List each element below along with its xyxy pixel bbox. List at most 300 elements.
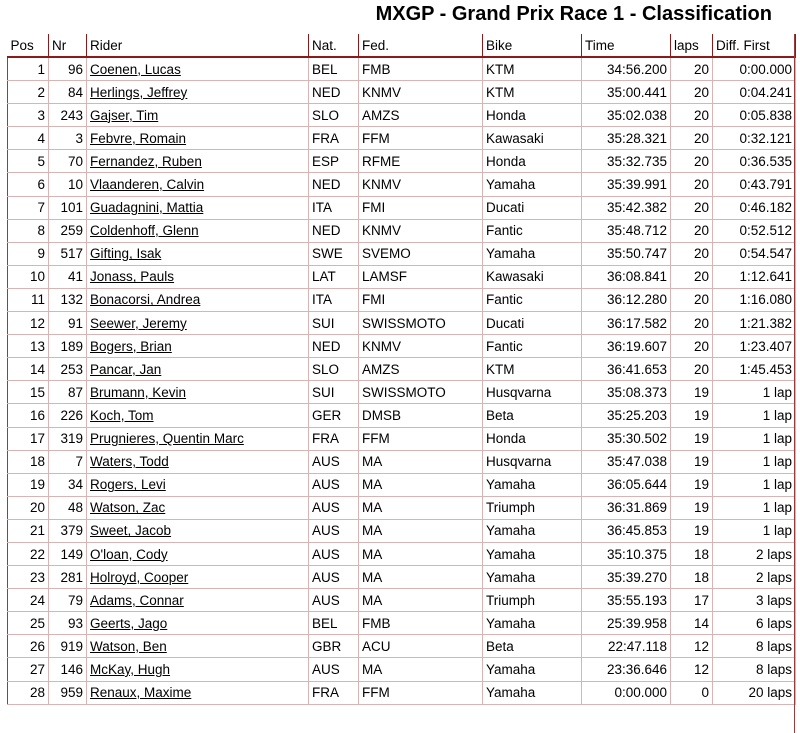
fed-cell: KNMV [359,335,483,358]
time-cell: 35:42.382 [582,196,671,219]
pos-cell: 21 [8,519,49,542]
nat-cell: ESP [309,150,359,173]
rider-cell [87,358,309,381]
bike-cell: Honda [483,150,582,173]
table-row [8,196,796,219]
laps-cell: 20 [671,173,713,196]
header-time: Time [582,34,671,57]
rider-cell [87,81,309,104]
nat-cell: GER [309,404,359,427]
nr-cell: 7 [49,450,87,473]
fed-cell: FMB [359,612,483,635]
nr-cell: 226 [49,404,87,427]
rider-cell [87,450,309,473]
nat-cell: SLO [309,104,359,127]
nr-cell: 93 [49,612,87,635]
rider-link[interactable]: Gifting, Isak [90,246,162,262]
laps-cell: 20 [671,288,713,311]
table-row [8,57,796,81]
header-nat: Nat. [309,34,359,57]
bike-cell: Triumph [483,496,582,519]
table-row [8,242,796,265]
laps-cell: 19 [671,381,713,404]
rider-link[interactable]: Geerts, Jago [90,615,168,631]
bike-cell: Yamaha [483,612,582,635]
rider-link[interactable]: Gajser, Tim [90,107,159,123]
table-row [8,450,796,473]
rider-cell [87,658,309,681]
table-row [8,219,796,242]
bike-cell: Honda [483,427,582,450]
rider-link[interactable]: Fernandez, Ruben [90,153,202,169]
nat-cell: AUS [309,496,359,519]
table-row [8,173,796,196]
bike-cell: Fantic [483,335,582,358]
laps-cell: 20 [671,127,713,150]
pos-cell: 26 [8,635,49,658]
table-row [8,335,796,358]
bike-cell: Ducati [483,196,582,219]
table-row [8,542,796,565]
header-pos: Pos [8,34,49,57]
nr-cell: 91 [49,312,87,335]
pos-cell: 24 [8,589,49,612]
table-row [8,566,796,589]
time-cell: 23:36.646 [582,658,671,681]
diff-cell: 20 laps [713,681,796,704]
time-cell: 35:00.441 [582,81,671,104]
page-title: MXGP - Grand Prix Race 1 - Classification [375,3,772,25]
laps-cell: 12 [671,635,713,658]
bike-cell: Yamaha [483,681,582,704]
laps-cell: 20 [671,312,713,335]
nat-cell: AUS [309,542,359,565]
fed-cell: MA [359,473,483,496]
rider-link[interactable]: Brumann, Kevin [90,384,187,400]
nat-cell: SWE [309,242,359,265]
nr-cell: 281 [49,566,87,589]
laps-cell: 20 [671,81,713,104]
classification-table [7,34,796,705]
diff-cell: 1:23.407 [713,335,796,358]
diff-cell: 0:52.512 [713,219,796,242]
pos-cell: 4 [8,127,49,150]
rider-cell [87,127,309,150]
fed-cell: MA [359,496,483,519]
rider-link[interactable]: Jonass, Pauls [90,269,175,285]
time-cell: 36:19.607 [582,335,671,358]
laps-cell: 18 [671,566,713,589]
fed-cell: MA [359,566,483,589]
nat-cell: AUS [309,566,359,589]
bike-cell: KTM [483,358,582,381]
pos-cell: 5 [8,150,49,173]
time-cell: 36:31.869 [582,496,671,519]
rider-cell [87,104,309,127]
laps-cell: 19 [671,519,713,542]
pos-cell: 16 [8,404,49,427]
rider-cell [87,381,309,404]
nr-cell: 41 [49,265,87,288]
rider-link[interactable]: Rogers, Levi [90,477,166,493]
table-row [8,150,796,173]
laps-cell: 19 [671,496,713,519]
pos-cell: 25 [8,612,49,635]
fed-cell: FFM [359,427,483,450]
header-rider: Rider [87,34,309,57]
diff-cell: 2 laps [713,566,796,589]
bike-cell: KTM [483,81,582,104]
fed-cell: KNMV [359,173,483,196]
diff-cell: 2 laps [713,542,796,565]
diff-cell: 0:36.535 [713,150,796,173]
time-cell: 25:39.958 [582,612,671,635]
rider-cell [87,519,309,542]
nr-cell: 919 [49,635,87,658]
fed-cell: MA [359,542,483,565]
nr-cell: 87 [49,381,87,404]
nat-cell: AUS [309,450,359,473]
time-cell: 35:30.502 [582,427,671,450]
laps-cell: 20 [671,196,713,219]
rider-link[interactable]: O'loan, Cody [90,546,168,562]
fed-cell: ACU [359,635,483,658]
nr-cell: 79 [49,589,87,612]
nr-cell: 34 [49,473,87,496]
nr-cell: 517 [49,242,87,265]
rider-cell [87,173,309,196]
table-row [8,104,796,127]
nat-cell: LAT [309,265,359,288]
table-row [8,681,796,704]
time-cell: 34:56.200 [582,57,671,81]
nr-cell: 10 [49,173,87,196]
nat-cell: AUS [309,589,359,612]
rider-link[interactable]: Vlaanderen, Calvin [90,177,205,193]
diff-cell: 0:46.182 [713,196,796,219]
laps-cell: 19 [671,473,713,496]
pos-cell: 27 [8,658,49,681]
fed-cell: FMI [359,196,483,219]
table-row [8,473,796,496]
nat-cell: NED [309,173,359,196]
table-row [8,265,796,288]
bike-cell: Beta [483,404,582,427]
fed-cell: FFM [359,127,483,150]
time-cell: 36:45.853 [582,519,671,542]
time-cell: 35:28.321 [582,127,671,150]
fed-cell: FFM [359,681,483,704]
rider-cell [87,288,309,311]
pos-cell: 20 [8,496,49,519]
rider-cell [87,312,309,335]
fed-cell: FMB [359,57,483,81]
nat-cell: GBR [309,635,359,658]
time-cell: 35:39.991 [582,173,671,196]
fed-cell: AMZS [359,104,483,127]
laps-cell: 0 [671,681,713,704]
laps-cell: 20 [671,150,713,173]
header-laps: laps [671,34,713,57]
nr-cell: 319 [49,427,87,450]
table-row [8,519,796,542]
nat-cell: BEL [309,57,359,81]
table-row [8,589,796,612]
pos-cell: 7 [8,196,49,219]
time-cell: 36:41.653 [582,358,671,381]
diff-cell: 1 lap [713,450,796,473]
time-cell: 35:47.038 [582,450,671,473]
diff-cell: 1 lap [713,496,796,519]
nr-cell: 48 [49,496,87,519]
rider-link[interactable]: Renaux, Maxime [90,685,192,701]
diff-cell: 1 lap [713,404,796,427]
pos-cell: 9 [8,242,49,265]
nat-cell: AUS [309,473,359,496]
pos-cell: 19 [8,473,49,496]
header-nr: Nr [49,34,87,57]
diff-cell: 1:45.453 [713,358,796,381]
diff-cell: 6 laps [713,612,796,635]
pos-cell: 1 [8,57,49,81]
table-right-edge [794,34,800,733]
fed-cell: MA [359,658,483,681]
laps-cell: 18 [671,542,713,565]
time-cell: 36:05.644 [582,473,671,496]
fed-cell: KNMV [359,219,483,242]
laps-cell: 20 [671,265,713,288]
nr-cell: 84 [49,81,87,104]
nat-cell: ITA [309,196,359,219]
rider-cell [87,542,309,565]
nr-cell: 132 [49,288,87,311]
rider-cell [87,404,309,427]
rider-cell [87,681,309,704]
rider-link[interactable]: Seewer, Jeremy [90,315,187,331]
diff-cell: 0:05.838 [713,104,796,127]
bike-cell: Yamaha [483,658,582,681]
time-cell: 22:47.118 [582,635,671,658]
pos-cell: 18 [8,450,49,473]
table-row [8,427,796,450]
laps-cell: 12 [671,658,713,681]
pos-cell: 22 [8,542,49,565]
laps-cell: 20 [671,242,713,265]
pos-cell: 11 [8,288,49,311]
rider-link[interactable]: Adams, Connar [90,592,184,608]
rider-link[interactable]: Holroyd, Cooper [90,569,189,585]
fed-cell: MA [359,450,483,473]
rider-link[interactable]: Watson, Ben [90,638,167,654]
time-cell: 35:02.038 [582,104,671,127]
nr-cell: 243 [49,104,87,127]
table-body [8,57,796,704]
rider-link[interactable]: Sweet, Jacob [90,523,172,539]
fed-cell: SWISSMOTO [359,312,483,335]
table-row [8,81,796,104]
pos-cell: 17 [8,427,49,450]
nat-cell: SUI [309,312,359,335]
time-cell: 36:08.841 [582,265,671,288]
laps-cell: 20 [671,104,713,127]
table-row [8,404,796,427]
rider-link[interactable]: McKay, Hugh [90,661,171,677]
pos-cell: 2 [8,81,49,104]
diff-cell: 8 laps [713,635,796,658]
pos-cell: 8 [8,219,49,242]
diff-cell: 1 lap [713,473,796,496]
laps-cell: 14 [671,612,713,635]
diff-cell: 1:21.382 [713,312,796,335]
rider-link[interactable]: Koch, Tom [90,407,154,423]
bike-cell: Husqvarna [483,381,582,404]
rider-cell [87,219,309,242]
pos-cell: 13 [8,335,49,358]
bike-cell: Fantic [483,219,582,242]
nr-cell: 146 [49,658,87,681]
pos-cell: 6 [8,173,49,196]
bike-cell: Yamaha [483,473,582,496]
nat-cell: NED [309,335,359,358]
bike-cell: Kawasaki [483,127,582,150]
pos-cell: 14 [8,358,49,381]
diff-cell: 1:12.641 [713,265,796,288]
diff-cell: 0:54.547 [713,242,796,265]
rider-link[interactable]: Herlings, Jeffrey [90,84,188,100]
table-row [8,127,796,150]
diff-cell: 0:00.000 [713,57,796,81]
rider-link[interactable]: Coldenhoff, Glenn [90,223,199,239]
pos-cell: 12 [8,312,49,335]
nr-cell: 101 [49,196,87,219]
nr-cell: 96 [49,57,87,81]
rider-cell [87,57,309,81]
rider-link[interactable]: Bogers, Brian [90,338,172,354]
time-cell: 36:17.582 [582,312,671,335]
diff-cell: 1 lap [713,427,796,450]
rider-cell [87,566,309,589]
nat-cell: FRA [309,681,359,704]
time-cell: 36:12.280 [582,288,671,311]
bike-cell: Husqvarna [483,450,582,473]
time-cell: 35:08.373 [582,381,671,404]
diff-cell: 0:43.791 [713,173,796,196]
time-cell: 35:25.203 [582,404,671,427]
bike-cell: KTM [483,57,582,81]
header-bike: Bike [483,34,582,57]
table-row [8,358,796,381]
bike-cell: Triumph [483,589,582,612]
pos-cell: 15 [8,381,49,404]
laps-cell: 20 [671,358,713,381]
header-fed: Fed. [359,34,483,57]
rider-cell [87,473,309,496]
rider-link[interactable]: Waters, Todd [90,454,169,470]
fed-cell: KNMV [359,81,483,104]
rider-link[interactable]: Bonacorsi, Andrea [90,292,201,308]
rider-cell [87,265,309,288]
pos-cell: 28 [8,681,49,704]
laps-cell: 20 [671,335,713,358]
nat-cell: AUS [309,658,359,681]
bike-cell: Yamaha [483,542,582,565]
time-cell: 35:39.270 [582,566,671,589]
rider-cell [87,589,309,612]
time-cell: 35:32.735 [582,150,671,173]
rider-link[interactable]: Coenen, Lucas [90,61,181,77]
table-row [8,658,796,681]
diff-cell: 3 laps [713,589,796,612]
time-cell: 35:10.375 [582,542,671,565]
laps-cell: 19 [671,427,713,450]
fed-cell: SWISSMOTO [359,381,483,404]
bike-cell: Honda [483,104,582,127]
pos-cell: 3 [8,104,49,127]
pos-cell: 10 [8,265,49,288]
bike-cell: Kawasaki [483,265,582,288]
time-cell: 0:00.000 [582,681,671,704]
laps-cell: 19 [671,404,713,427]
table-row [8,381,796,404]
laps-cell: 20 [671,57,713,81]
rider-link[interactable]: Guadagnini, Mattia [90,200,204,216]
nat-cell: SLO [309,358,359,381]
diff-cell: 0:04.241 [713,81,796,104]
bike-cell: Yamaha [483,173,582,196]
bike-cell: Ducati [483,312,582,335]
rider-cell [87,612,309,635]
fed-cell: RFME [359,150,483,173]
laps-cell: 17 [671,589,713,612]
nr-cell: 959 [49,681,87,704]
fed-cell: AMZS [359,358,483,381]
table-header-row [8,34,796,57]
table-row [8,635,796,658]
diff-cell: 1:16.080 [713,288,796,311]
nat-cell: FRA [309,427,359,450]
rider-cell [87,427,309,450]
table-row [8,496,796,519]
diff-cell: 8 laps [713,658,796,681]
rider-cell [87,635,309,658]
fed-cell: DMSB [359,404,483,427]
rider-cell [87,196,309,219]
table-row [8,312,796,335]
nr-cell: 3 [49,127,87,150]
diff-cell: 1 lap [713,519,796,542]
table-row [8,288,796,311]
rider-link[interactable]: Watson, Zac [90,500,166,516]
nat-cell: SUI [309,381,359,404]
rider-cell [87,242,309,265]
pos-cell: 23 [8,566,49,589]
laps-cell: 20 [671,219,713,242]
bike-cell: Yamaha [483,566,582,589]
fed-cell: MA [359,589,483,612]
time-cell: 35:50.747 [582,242,671,265]
rider-cell [87,496,309,519]
nr-cell: 379 [49,519,87,542]
diff-cell: 1 lap [713,381,796,404]
rider-link[interactable]: Pancar, Jan [90,361,162,377]
rider-link[interactable]: Prugnieres, Quentin Marc [90,431,244,447]
rider-cell [87,150,309,173]
bike-cell: Beta [483,635,582,658]
time-cell: 35:48.712 [582,219,671,242]
nat-cell: NED [309,219,359,242]
nat-cell: FRA [309,127,359,150]
rider-link[interactable]: Febvre, Romain [90,130,187,146]
